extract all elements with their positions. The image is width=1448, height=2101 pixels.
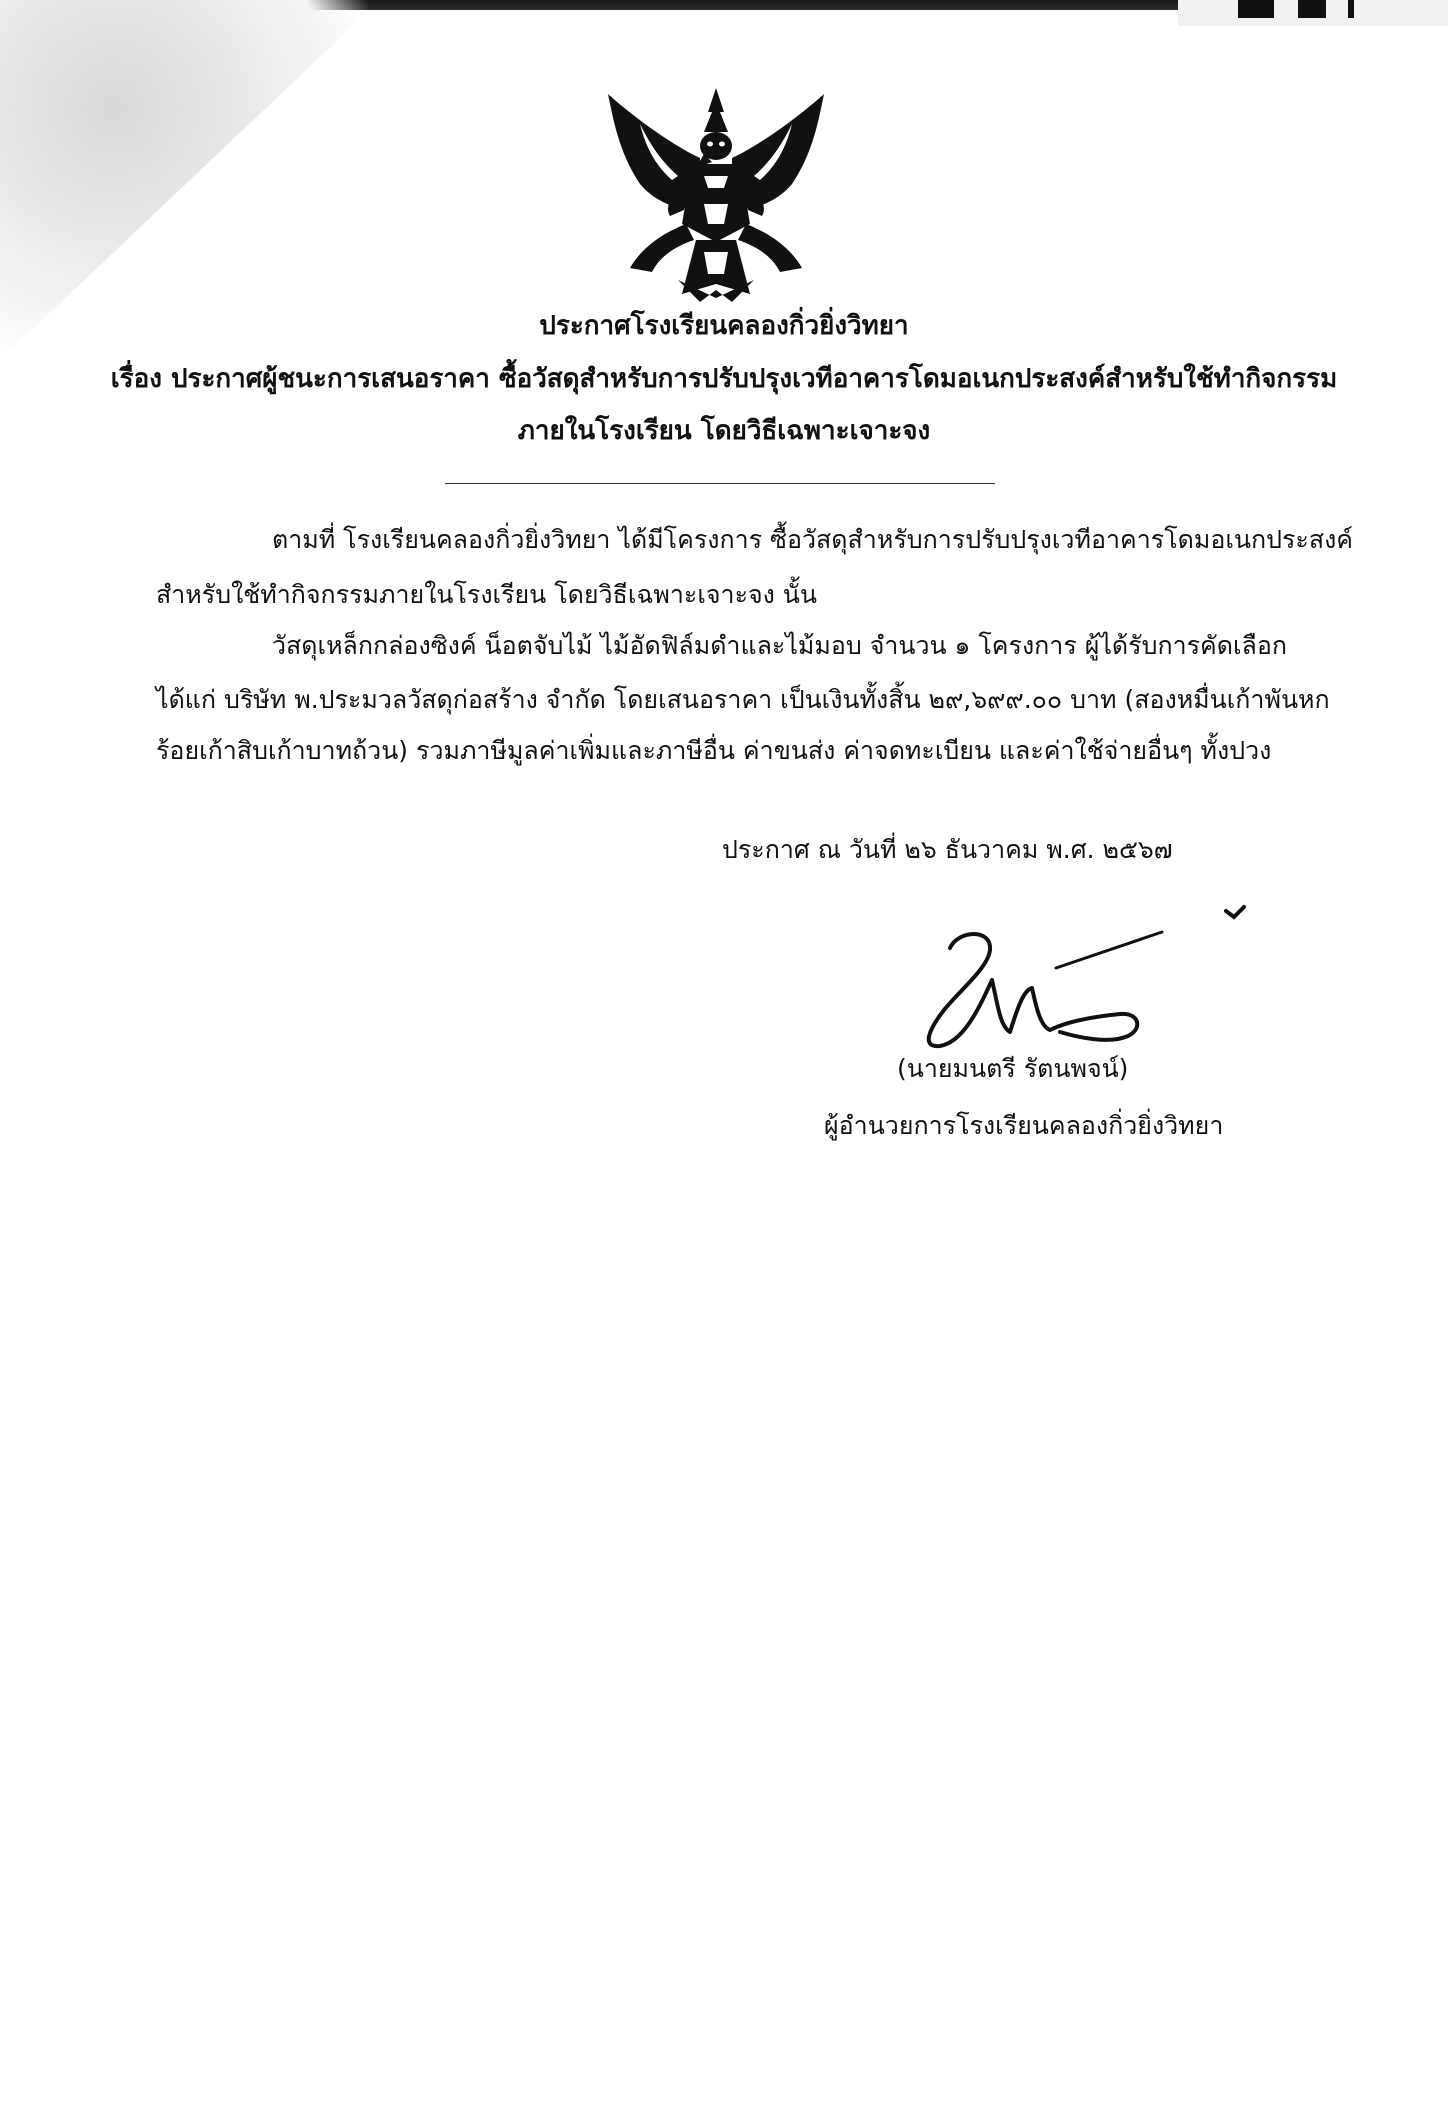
signatory-name: (นายมนตรี รัตนพจน์) [897,1054,1129,1083]
paragraph-2-line-1: วัสดุเหล็กกล่องซิงค์ น็อตจับไม้ ไม้อัดฟิล์มดำและไม้มอบ จำนวน ๑ โครงการ ผู้ได้รับการคัดเลือก [272,631,1288,660]
announce-date: ประกาศ ณ วันที่ ๒๖ ธันวาคม พ.ศ. ๒๕๖๗ [722,835,1173,864]
announcement-title: ประกาศโรงเรียนคลองกิ่วยิ่งวิทยา [539,311,909,341]
subject-line-cont: ภายในโรงเรียน โดยวิธีเฉพาะเจาะจง [517,416,931,446]
title-divider [445,483,995,484]
garuda-emblem-icon [600,84,832,306]
check-mark-icon [1224,905,1246,921]
paragraph-2-line-3: ร้อยเก้าสิบเก้าบาทถ้วน) รวมภาษีมูลค่าเพิ่มและภาษีอื่น ค่าขนส่ง ค่าจดทะเบียน และค่าใช้จ่ายอื่นๆ ทั้งปวง [156,736,1272,765]
paragraph-1-line-1: ตามที่ โรงเรียนคลองกิ่วยิ่งวิทยา ได้มีโครงการ ซื้อวัสดุสำหรับการปรับปรุงเวทีอาคารโดมอเนกประสงค์ [272,525,1354,554]
subject-line: เรื่อง ประกาศผู้ชนะการเสนอราคา ซื้อวัสดุสำหรับการปรับปรุงเวทีอาคารโดมอเนกประสงค์สำหรับใช้ทำกิจกรรม [110,364,1338,394]
signature-image [900,910,1200,1060]
paragraph-2-line-2: ได้แก่ บริษัท พ.ประมวลวัสดุก่อสร้าง จำกัด โดยเสนอราคา เป็นเงินทั้งสิ้น ๒๙,๖๙๙.๐๐ บาท (สองหมื่นเก้าพันหก [156,685,1330,714]
page-curl-shadow [0,0,380,360]
paragraph-1-line-2: สำหรับใช้ทำกิจกรรมภายในโรงเรียน โดยวิธีเฉพาะเจาะจง นั้น [156,580,817,609]
signatory-position: ผู้อำนวยการโรงเรียนคลองกิ่วยิ่งวิทยา [824,1111,1224,1140]
corner-scan-mark [1178,0,1448,26]
